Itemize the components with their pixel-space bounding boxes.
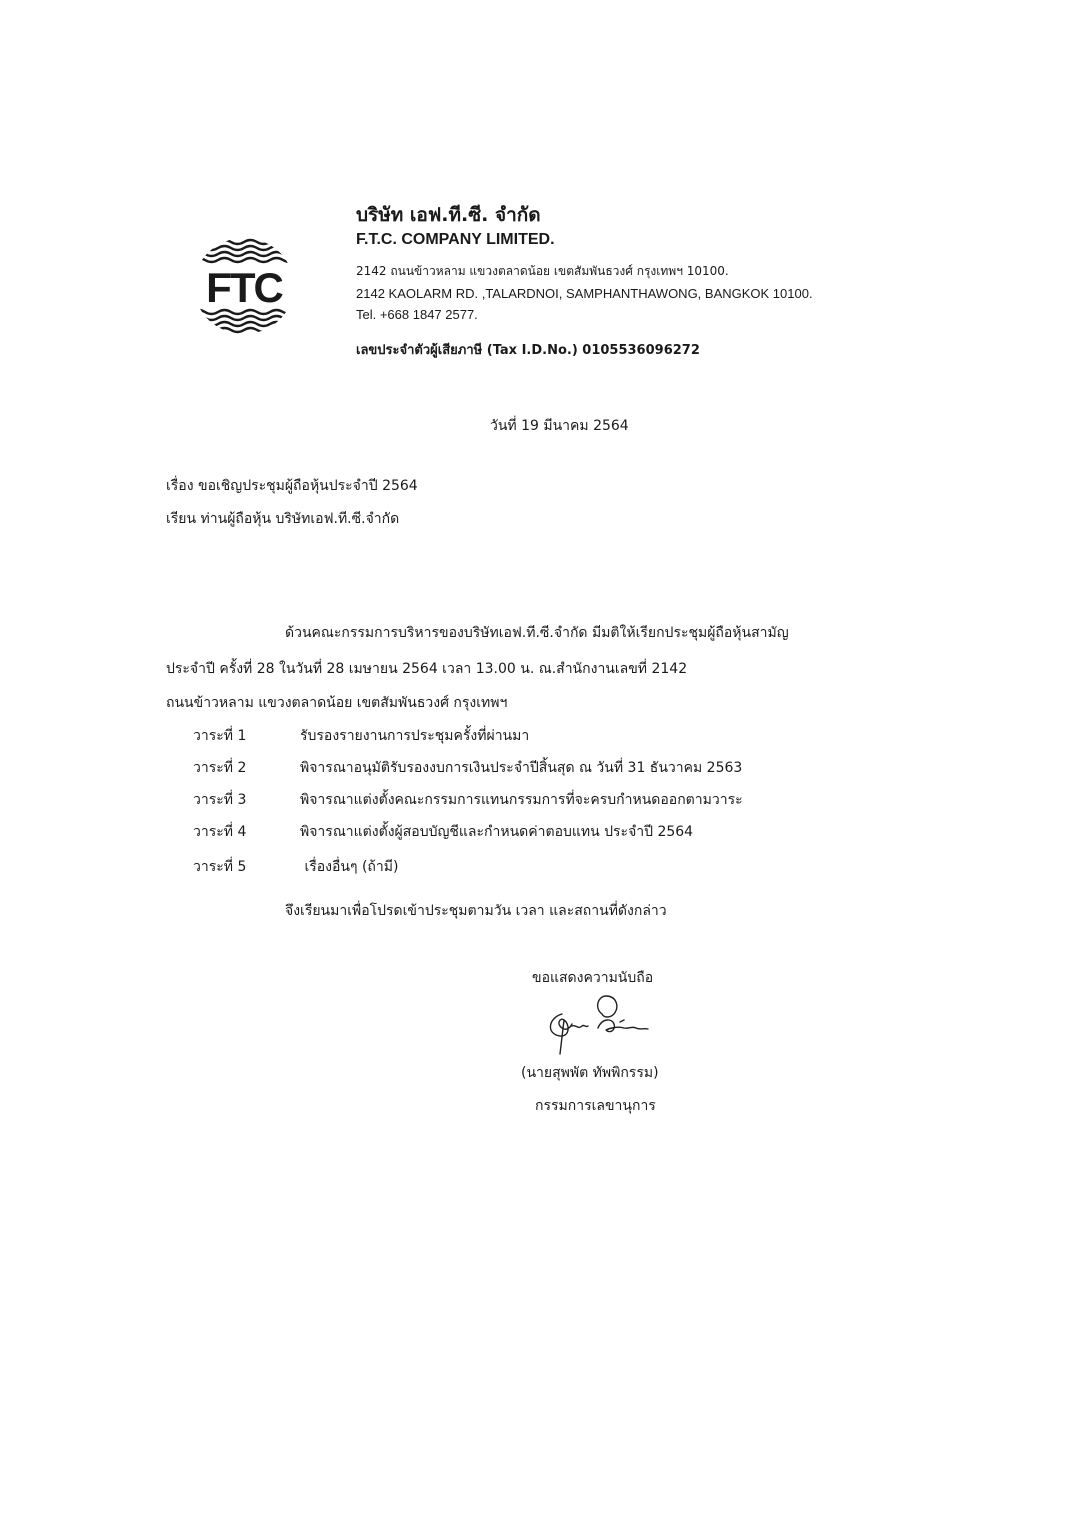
svg-text:FTC: FTC: [206, 264, 282, 311]
agenda-number: วาระที่ 3: [193, 792, 247, 808]
agenda-number: วาระที่ 1: [193, 728, 247, 744]
company-telephone: Tel. +668 1847 2577.: [356, 307, 478, 322]
signer-position: กรรมการเลขานุการ: [535, 1098, 656, 1114]
letter-recipient: เรียน ท่านผู้ถือหุ้น บริษัทเอฟ.ที.ซี.จำกัด: [166, 511, 400, 527]
agenda-number: วาระที่ 4: [193, 824, 247, 840]
company-name-english: F.T.C. COMPANY LIMITED.: [356, 231, 555, 248]
signer-name: (นายสุพพัต ทัพพิกรรม): [521, 1065, 659, 1081]
body-line-2: ประจำปี ครั้งที่ 28 ในวันที่ 28 เมษายน 2564 เวลา 13.00 น. ณ.สำนักงานเลขที่ 2142: [166, 661, 688, 677]
body-line-1: ด้วนคณะกรรมการบริหารของบริษัทเอฟ.ที.ซี.จำกัด มีมติให้เรียกประชุมผู้ถือหุ้นสามัญ: [285, 625, 789, 641]
letter-date: วันที่ 19 มีนาคม 2564: [490, 418, 629, 434]
company-logo: [192, 236, 296, 336]
tax-id: เลขประจำตัวผู้เสียภาษี (Tax I.D.No.) 0105536096272: [356, 343, 700, 358]
body-line-3: ถนนข้าวหลาม แขวงตลาดน้อย เขตสัมพันธวงศ์ กรุงเทพฯ: [166, 695, 508, 711]
closing-line: จึงเรียนมาเพื่อโปรดเข้าประชุมตามวัน เวลา และสถานที่ดังกล่าว: [285, 903, 667, 919]
regards-line: ขอแสดงความนับถือ: [532, 970, 654, 986]
letter-subject: เรื่อง ขอเชิญประชุมผู้ถือหุ้นประจำปี 2564: [166, 478, 418, 494]
handwritten-signature: [540, 984, 660, 1056]
agenda-number: วาระที่ 2: [193, 760, 247, 776]
company-name-thai: บริษัท เอฟ.ที.ซี. จำกัด: [356, 204, 541, 226]
agenda-item: เรื่องอื่นๆ (ถ้ามี): [300, 859, 399, 875]
company-address-thai: 2142 ถนนข้าวหลาม แขวงตลาดน้อย เขตสัมพันธวงศ์ กรุงเทพฯ 10100.: [356, 264, 729, 278]
agenda-item: พิจารณาแต่งตั้งผู้สอบบัญชีและกำหนดค่าตอบแทน ประจำปี 2564: [300, 824, 694, 840]
agenda-item: พิจารณาอนุมัติรับรองงบการเงินประจำปีสิ้นสุด ณ วันที่ 31 ธันวาคม 2563: [300, 760, 743, 776]
agenda-number: วาระที่ 5: [193, 859, 247, 875]
agenda-item: รับรองรายงานการประชุมครั้งที่ผ่านมา: [300, 728, 530, 744]
company-address-english: 2142 KAOLARM RD. ,TALARDNOI, SAMPHANTHAWONG, BANGKOK 10100.: [356, 286, 813, 301]
agenda-item: พิจารณาแต่งตั้งคณะกรรมการแทนกรรมการที่จะครบกำหนดออกตามวาระ: [300, 792, 743, 808]
